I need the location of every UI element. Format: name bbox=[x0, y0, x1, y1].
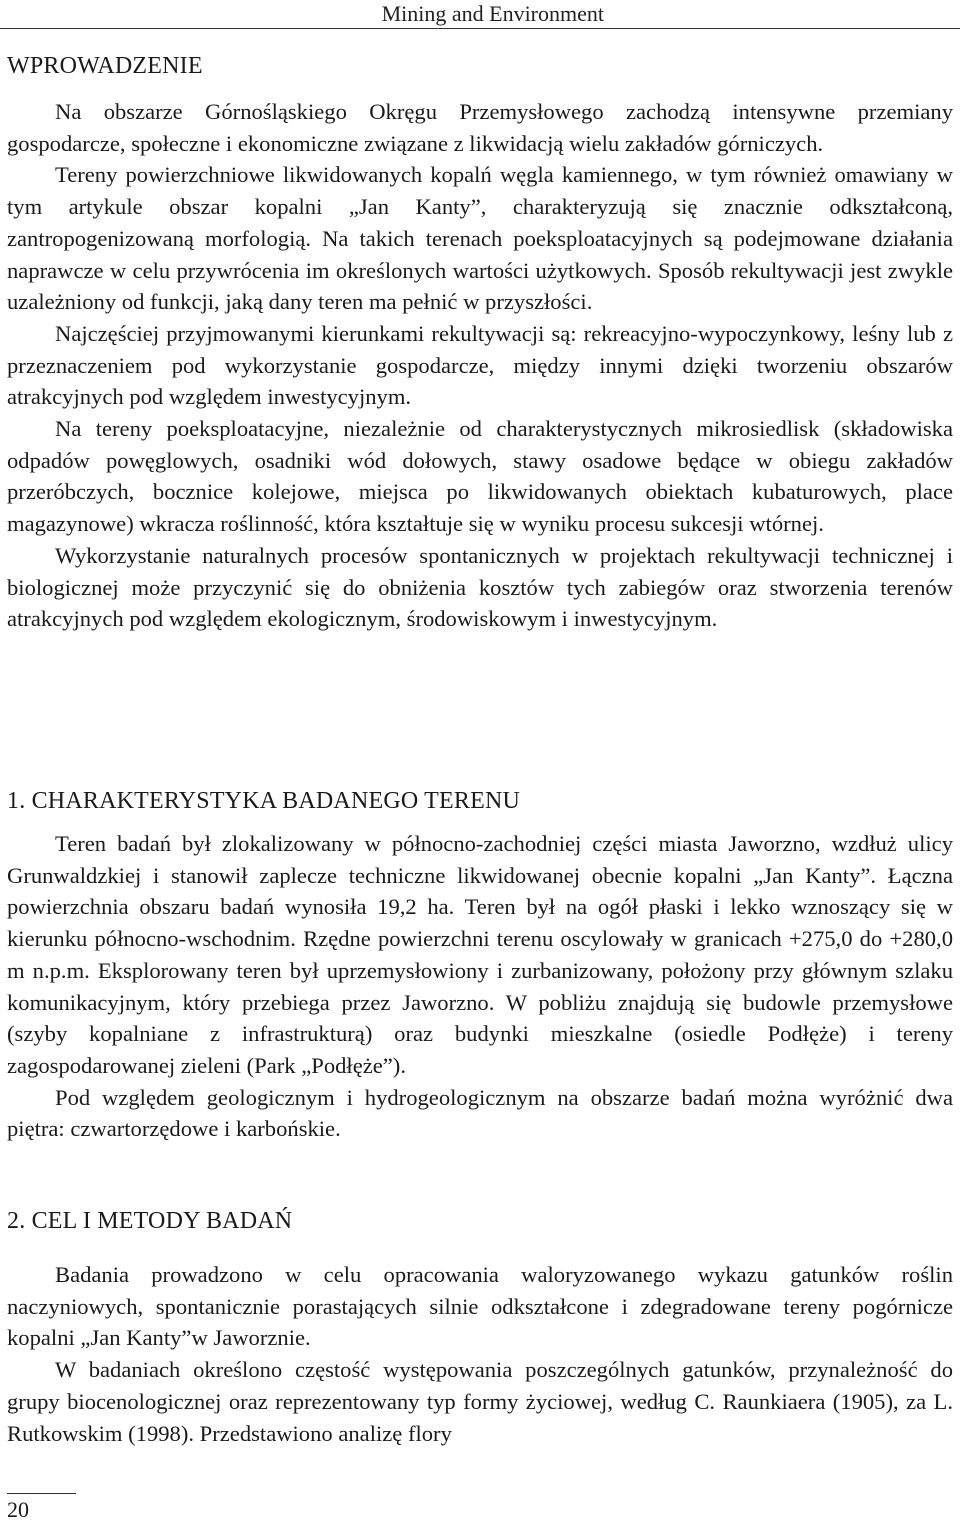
section-heading-site-characteristics: 1. CHARAKTERYSTYKA BADANEGO TERENU bbox=[7, 788, 521, 814]
footer-rule bbox=[7, 1493, 76, 1494]
section-heading-aims-methods: 2. CEL I METODY BADAŃ bbox=[7, 1208, 293, 1234]
paragraph: Badania prowadzono w celu opracowania waloryzowanego wykazu gatunków roślin naczyniowych, spontanicznie porastających silnie odkształcone i zdegradowane tereny pogórnicze kopalni „Jan Kanty”w Jaworznie. bbox=[7, 1262, 953, 1351]
section-body-site-characteristics bbox=[7, 828, 953, 1145]
section-heading-introduction: WPROWADZENIE bbox=[7, 53, 203, 79]
paragraph: Na obszarze Górnośląskiego Okręgu Przemysłowego zachodzą intensywne przemiany gospodarcze, społeczne i ekonomiczne związane z likwidacją wielu zakładów górniczych. bbox=[7, 99, 953, 156]
section-body-aims-methods bbox=[7, 1259, 953, 1449]
section-body-introduction bbox=[7, 96, 953, 635]
page-number: 20 bbox=[7, 1497, 29, 1522]
header-rule bbox=[0, 28, 960, 29]
running-head: Mining and Environment bbox=[381, 1, 604, 26]
paragraph: Tereny powierzchniowe likwidowanych kopalń węgla kamiennego, w tym również omawiany w tym artykule obszar kopalni „Jan Kanty”, charakteryzują się znacznie odkształconą, zantropogenizowaną morfologią. Na takich terenach poeksploatacyjnych są podejmowane działania naprawcze w celu przywrócenia im określonych wartości użytkowych. Sposób rekultywacji jest zwykle uzależniony od funkcji, jaką dany teren ma pełnić w przyszłości. bbox=[7, 162, 953, 315]
paragraph: W badaniach określono częstość występowania poszczególnych gatunków, przynależność do grupy biocenologicznej oraz reprezentowany typ formy życiowej, według C. Raunkiaera (1905), za L. Rutkowskim (1998). Przedstawiono analizę flory bbox=[7, 1357, 953, 1446]
paragraph: Na tereny poeksploatacyjne, niezależnie od charakterystycznych mikrosiedlisk (składowiska odpadów powęglowych, osadniki wód dołowych, stawy osadowe będące w obiegu zakładów przeróbczych, bocznice kolejowe, miejsca po likwidowanych obiektach kubaturowych, place magazynowe) wkracza roślinność, która kształtuje się w wyniku procesu sukcesji wtórnej. bbox=[7, 416, 953, 537]
paragraph: Wykorzystanie naturalnych procesów spontanicznych w projektach rekultywacji technicznej i biologicznej może przyczynić się do obniżenia kosztów tych zabiegów oraz stworzenia terenów atrakcyjnych pod względem ekologicznym, środowiskowym i inwestycyjnym. bbox=[7, 542, 953, 632]
paragraph: Teren badań był zlokalizowany w północno-zachodniej części miasta Jaworzno, wzdłuż ulicy Grunwaldzkiej i stanowił zaplecze techniczne likwidowanej obecnie kopalni „Jan Kanty”. Łączna powierzchnia obszaru badań wynosiła 19,2 ha. Teren był na ogół płaski i lekko wznoszący się w kierunku północno-wschodnim. Rzędne powierzchni terenu oscylowały w granicach +275,0 do +280,0 m n.p.m. Eksplorowany teren był uprzemysłowiony i zurbanizowany, położony przy głównym szlaku komunikacyjnym, który przebiega przez Jaworzno. W pobliżu znajdują się budowle przemysłowe (szyby kopalniane z infrastrukturą) oraz budynki mieszkalne (osiedle Podłęże) i tereny zagospodarowanej zieleni (Park „Podłęże”). bbox=[7, 831, 953, 1078]
paragraph: Pod względem geologicznym i hydrogeologicznym na obszarze badań można wyróżnić dwa piętra: czwartorzędowe i karbońskie. bbox=[7, 1084, 953, 1142]
paragraph: Najczęściej przyjmowanymi kierunkami rekultywacji są: rekreacyjno-wypoczynkowy, leśny lub z przeznaczeniem pod wykorzystanie gospodarcze, między innymi dzięki tworzeniu obszarów atrakcyjnych pod względem inwestycyjnym. bbox=[7, 320, 953, 410]
